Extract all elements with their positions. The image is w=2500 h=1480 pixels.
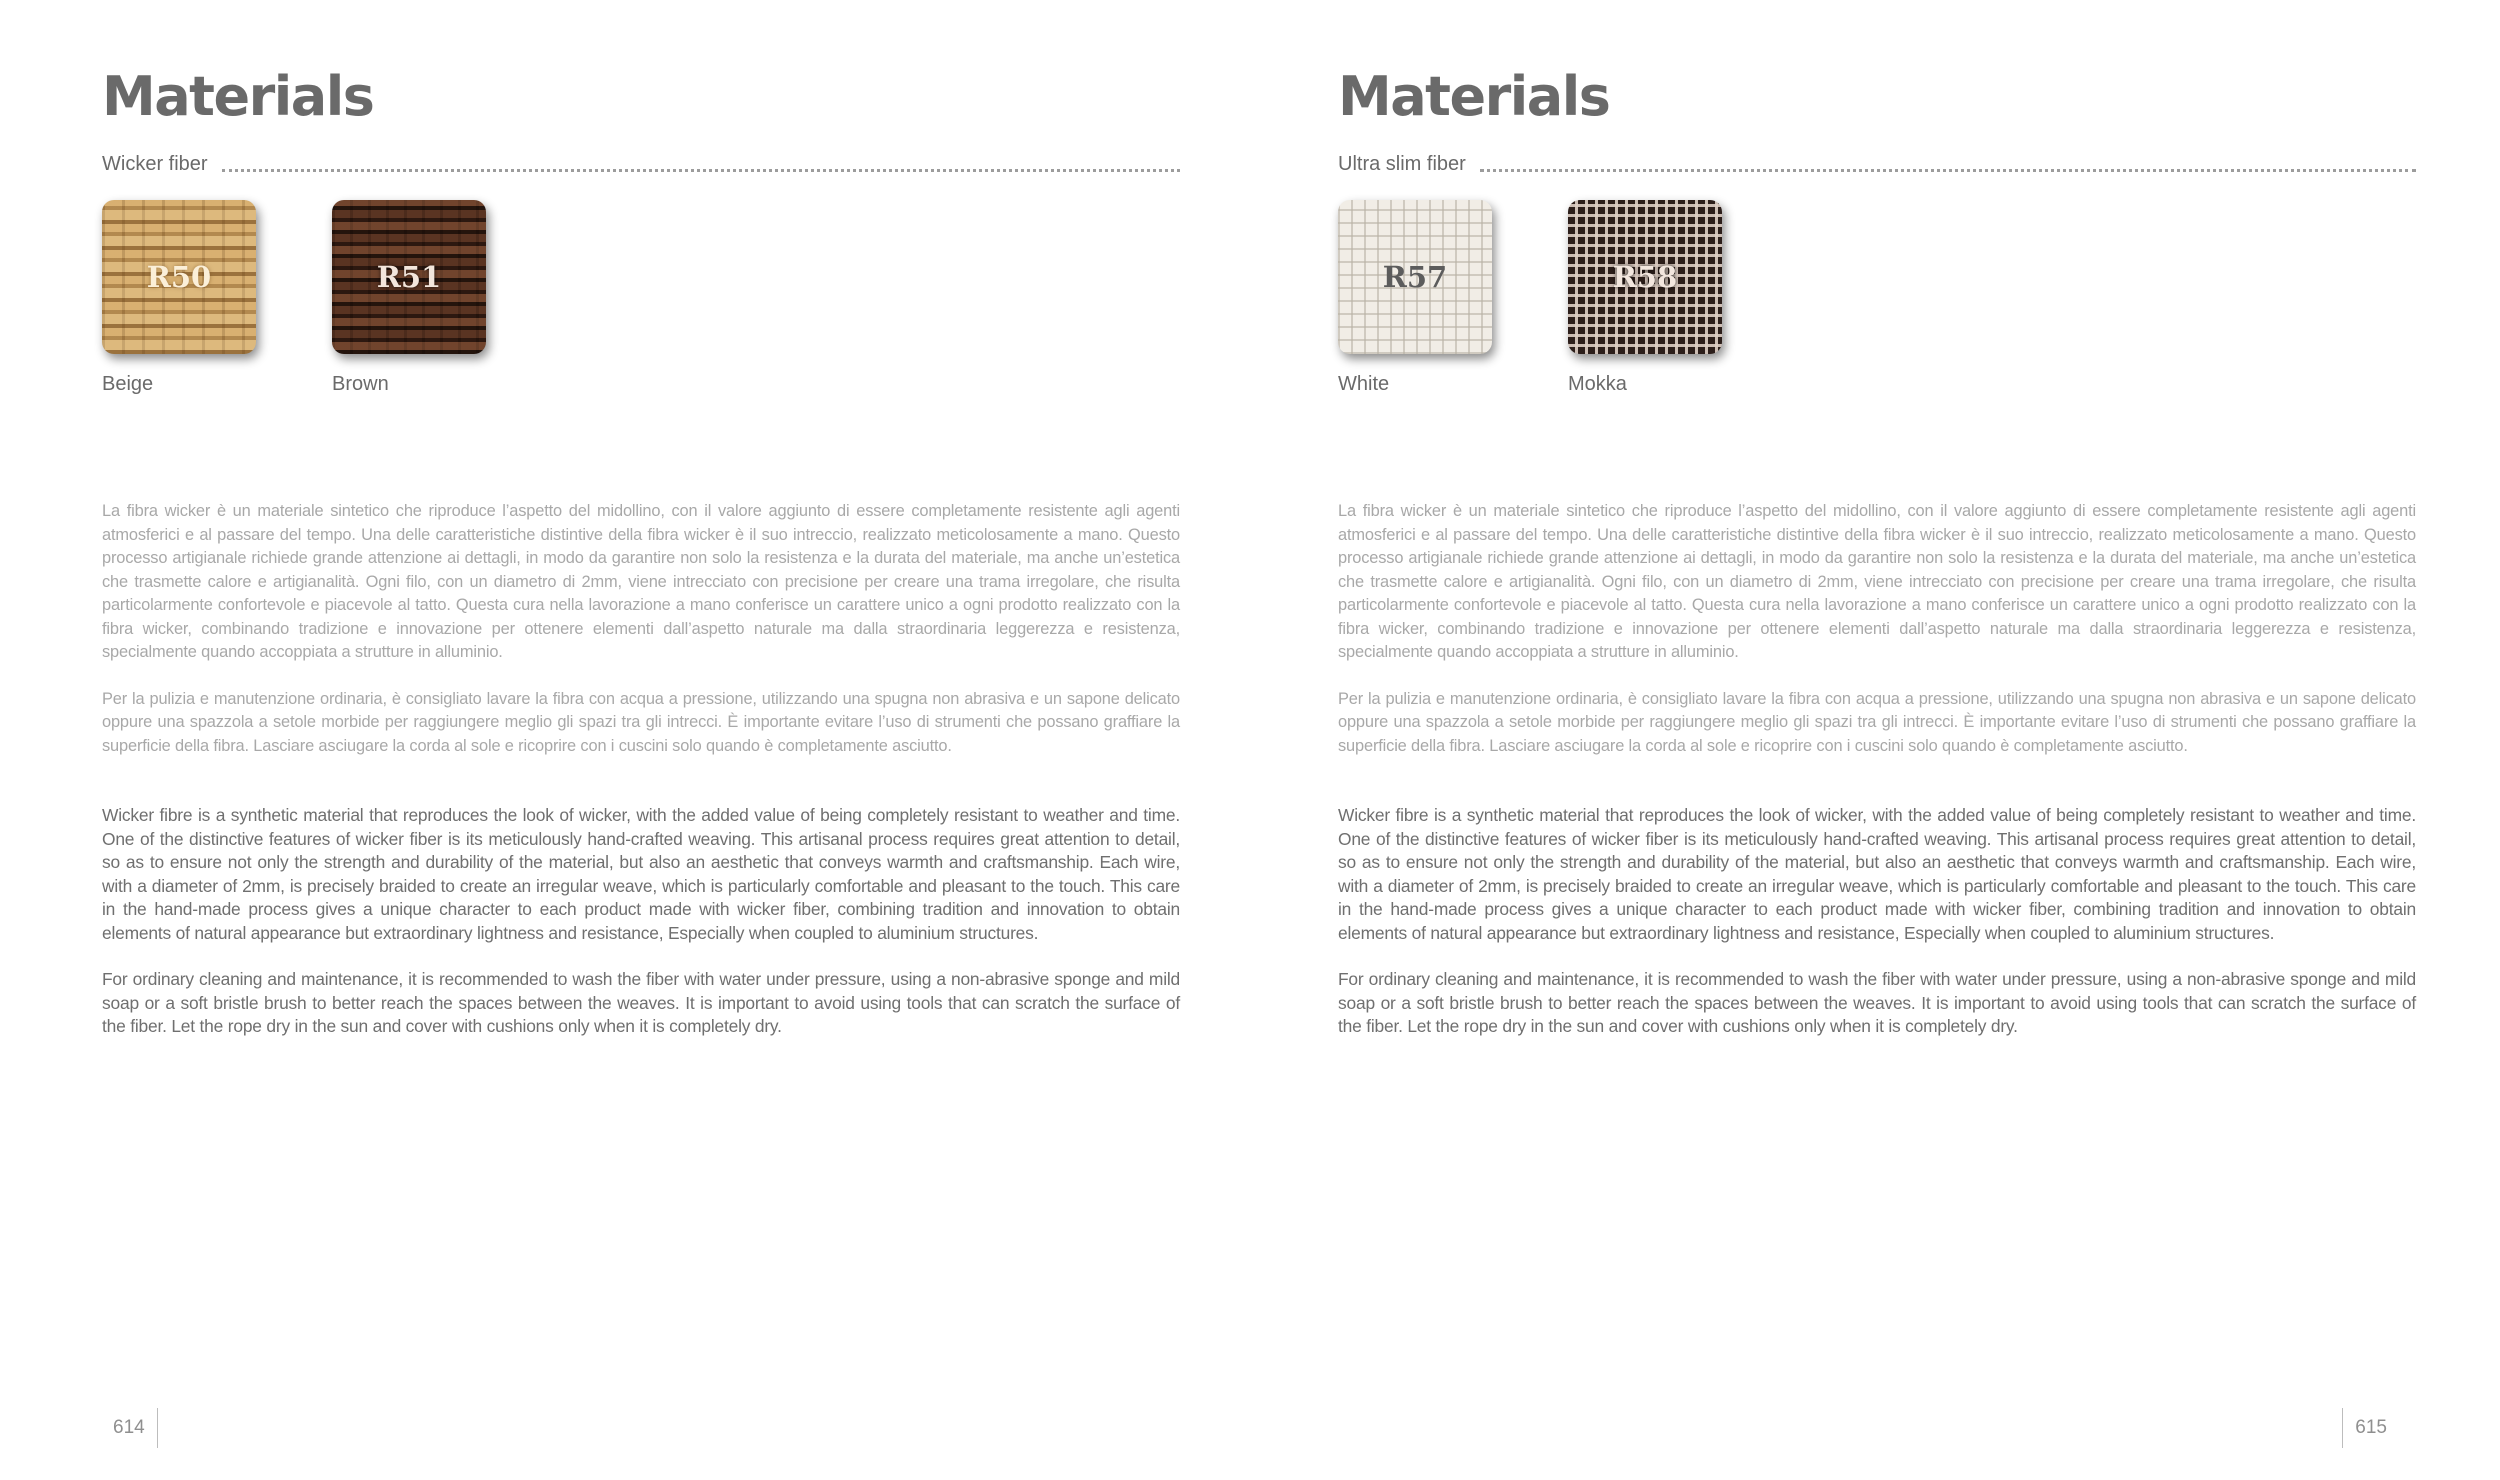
left-page-content	[102, 64, 1180, 1062]
swatch-r50	[102, 200, 256, 400]
italian-text	[102, 500, 1180, 758]
swatch-r51	[332, 200, 486, 400]
swatch-list	[1338, 200, 2416, 400]
page-number-divider	[2342, 1408, 2343, 1448]
swatch-tile-mokka	[1568, 200, 1722, 354]
page-number-divider	[157, 1408, 158, 1448]
english-paragraph: For ordinary cleaning and maintenance, it is recommended to wash the fiber with water under pressure, using a non-abrasive sponge and mild soap or a soft bristle brush to better reach the spaces between the weaves. It is important to avoid using tools that can scratch the surface of the fiber. Let the rope dry in the sun and cover with cushions only when it is completely dry.	[1338, 969, 2416, 1036]
swatch-r57	[1338, 200, 1492, 400]
page-number	[2342, 1407, 2387, 1449]
swatch-tile-beige	[102, 200, 256, 354]
italian-paragraph: La fibra wicker è un materiale sintetico che riproduce l’aspetto del midollino, con il valore aggiunto di essere completamente resistente agli agenti atmosferici e al passare del tempo. Una delle caratteristiche distintive della fibra wicker è il suo intreccio, realizzato meticolosamente a mano. Questo processo artigianale richiede grande attenzione ai dettagli, in modo da garantire non solo la resistenza e la durata del materiale, ma anche un’estetica che trasmette calore e artigianalità. Ogni filo, con un diametro di 2mm, viene intrecciato con precisione per creare una trama irregolare, che risulta particolarmente confortevole e piacevole al tatto. Questa cura nella lavorazione a mano conferisce un carattere unico a ogni prodotto realizzato con la fibra wicker, combinando tradizione e innovazione per ottenere elementi dall’aspetto naturale ma dalla straordinaria leggerezza e resistenza, specialmente quando accoppiata a strutture in alluminio.	[1338, 502, 2416, 661]
english-text	[1338, 804, 2416, 1039]
swatch-code: R58	[1612, 260, 1678, 294]
page-number-text: 614	[113, 1417, 145, 1438]
page-title: Materials	[1338, 65, 1610, 128]
page-number-text: 615	[2355, 1417, 2387, 1438]
italian-text	[1338, 500, 2416, 758]
dotted-divider	[222, 169, 1180, 172]
swatch-label: Beige	[102, 373, 154, 395]
dotted-divider	[1480, 169, 2416, 172]
swatch-label: Mokka	[1568, 373, 1627, 395]
page-number	[113, 1407, 158, 1449]
right-page	[1250, 0, 2500, 1480]
swatch-list	[102, 200, 1180, 400]
italian-paragraph: Per la pulizia e manutenzione ordinaria, è consigliato lavare la fibra con acqua a pressione, utilizzando una spugna non abrasiva e un sapone delicato oppure una spazzola a setole morbide per raggiungere meglio gli spazi tra gli intrecci. È importante evitare l’uso di strumenti che possano graffiare la superficie della fibra. Lasciare asciugare la corda al sole e ricoprire con i cuscini solo quando è completamente asciutto.	[102, 689, 1180, 755]
section-header	[102, 148, 1180, 176]
english-paragraph: For ordinary cleaning and maintenance, it is recommended to wash the fiber with water under pressure, using a non-abrasive sponge and mild soap or a soft bristle brush to better reach the spaces between the weaves. It is important to avoid using tools that can scratch the surface of the fiber. Let the rope dry in the sun and cover with cushions only when it is completely dry.	[102, 969, 1180, 1036]
swatch-code: R51	[376, 260, 442, 294]
english-paragraph: Wicker fibre is a synthetic material that reproduces the look of wicker, with the added value of being completely resistant to weather and time. One of the distinctive features of wicker fiber is its meticulously hand-crafted weaving. This artisanal process requires great attention to detail, so as to ensure not only the strength and durability of the material, but also an aesthetic that conveys warmth and craftsmanship. Each wire, with a diameter of 2mm, is precisely braided to create an irregular weave, which is particularly comfortable and pleasant to the touch. This care in the hand-made process gives a unique character to each product made with wicker fiber, combining tradition and innovation to obtain elements of natural appearance but extraordinary lightness and resistance, Especially when coupled to aluminium structures.	[1338, 805, 2416, 943]
swatch-r58	[1568, 200, 1722, 400]
section-header	[1338, 148, 2416, 176]
page-title: Materials	[102, 65, 374, 128]
section-subtitle: Ultra slim fiber	[1338, 153, 1466, 175]
italian-paragraph: La fibra wicker è un materiale sintetico che riproduce l’aspetto del midollino, con il valore aggiunto di essere completamente resistente agli agenti atmosferici e al passare del tempo. Una delle caratteristiche distintive della fibra wicker è il suo intreccio, realizzato meticolosamente a mano. Questo processo artigianale richiede grande attenzione ai dettagli, in modo da garantire non solo la resistenza e la durata del materiale, ma anche un’estetica che trasmette calore e artigianalità. Ogni filo, con un diametro di 2mm, viene intrecciato con precisione per creare una trama irregolare, che risulta particolarmente confortevole e piacevole al tatto. Questa cura nella lavorazione a mano conferisce un carattere unico a ogni prodotto realizzato con la fibra wicker, combinando tradizione e innovazione per ottenere elementi dall’aspetto naturale ma dalla straordinaria leggerezza e resistenza, specialmente quando accoppiata a strutture in alluminio.	[102, 502, 1180, 661]
swatch-label: White	[1338, 373, 1390, 395]
section-subtitle: Wicker fiber	[102, 153, 208, 175]
swatch-code: R50	[146, 260, 212, 294]
italian-paragraph: Per la pulizia e manutenzione ordinaria, è consigliato lavare la fibra con acqua a pressione, utilizzando una spugna non abrasiva e un sapone delicato oppure una spazzola a setole morbide per raggiungere meglio gli spazi tra gli intrecci. È importante evitare l’uso di strumenti che possano graffiare la superficie della fibra. Lasciare asciugare la corda al sole e ricoprire con i cuscini solo quando è completamente asciutto.	[1338, 689, 2416, 755]
swatch-label: Brown	[332, 373, 389, 395]
english-text	[102, 804, 1180, 1039]
swatch-tile-white	[1338, 200, 1492, 354]
swatch-tile-brown	[332, 200, 486, 354]
right-page-content	[1338, 64, 2416, 1062]
english-paragraph: Wicker fibre is a synthetic material that reproduces the look of wicker, with the added value of being completely resistant to weather and time. One of the distinctive features of wicker fiber is its meticulously hand-crafted weaving. This artisanal process requires great attention to detail, so as to ensure not only the strength and durability of the material, but also an aesthetic that conveys warmth and craftsmanship. Each wire, with a diameter of 2mm, is precisely braided to create an irregular weave, which is particularly comfortable and pleasant to the touch. This care in the hand-made process gives a unique character to each product made with wicker fiber, combining tradition and innovation to obtain elements of natural appearance but extraordinary lightness and resistance, Especially when coupled to aluminium structures.	[102, 805, 1180, 943]
swatch-code: R57	[1382, 260, 1448, 294]
